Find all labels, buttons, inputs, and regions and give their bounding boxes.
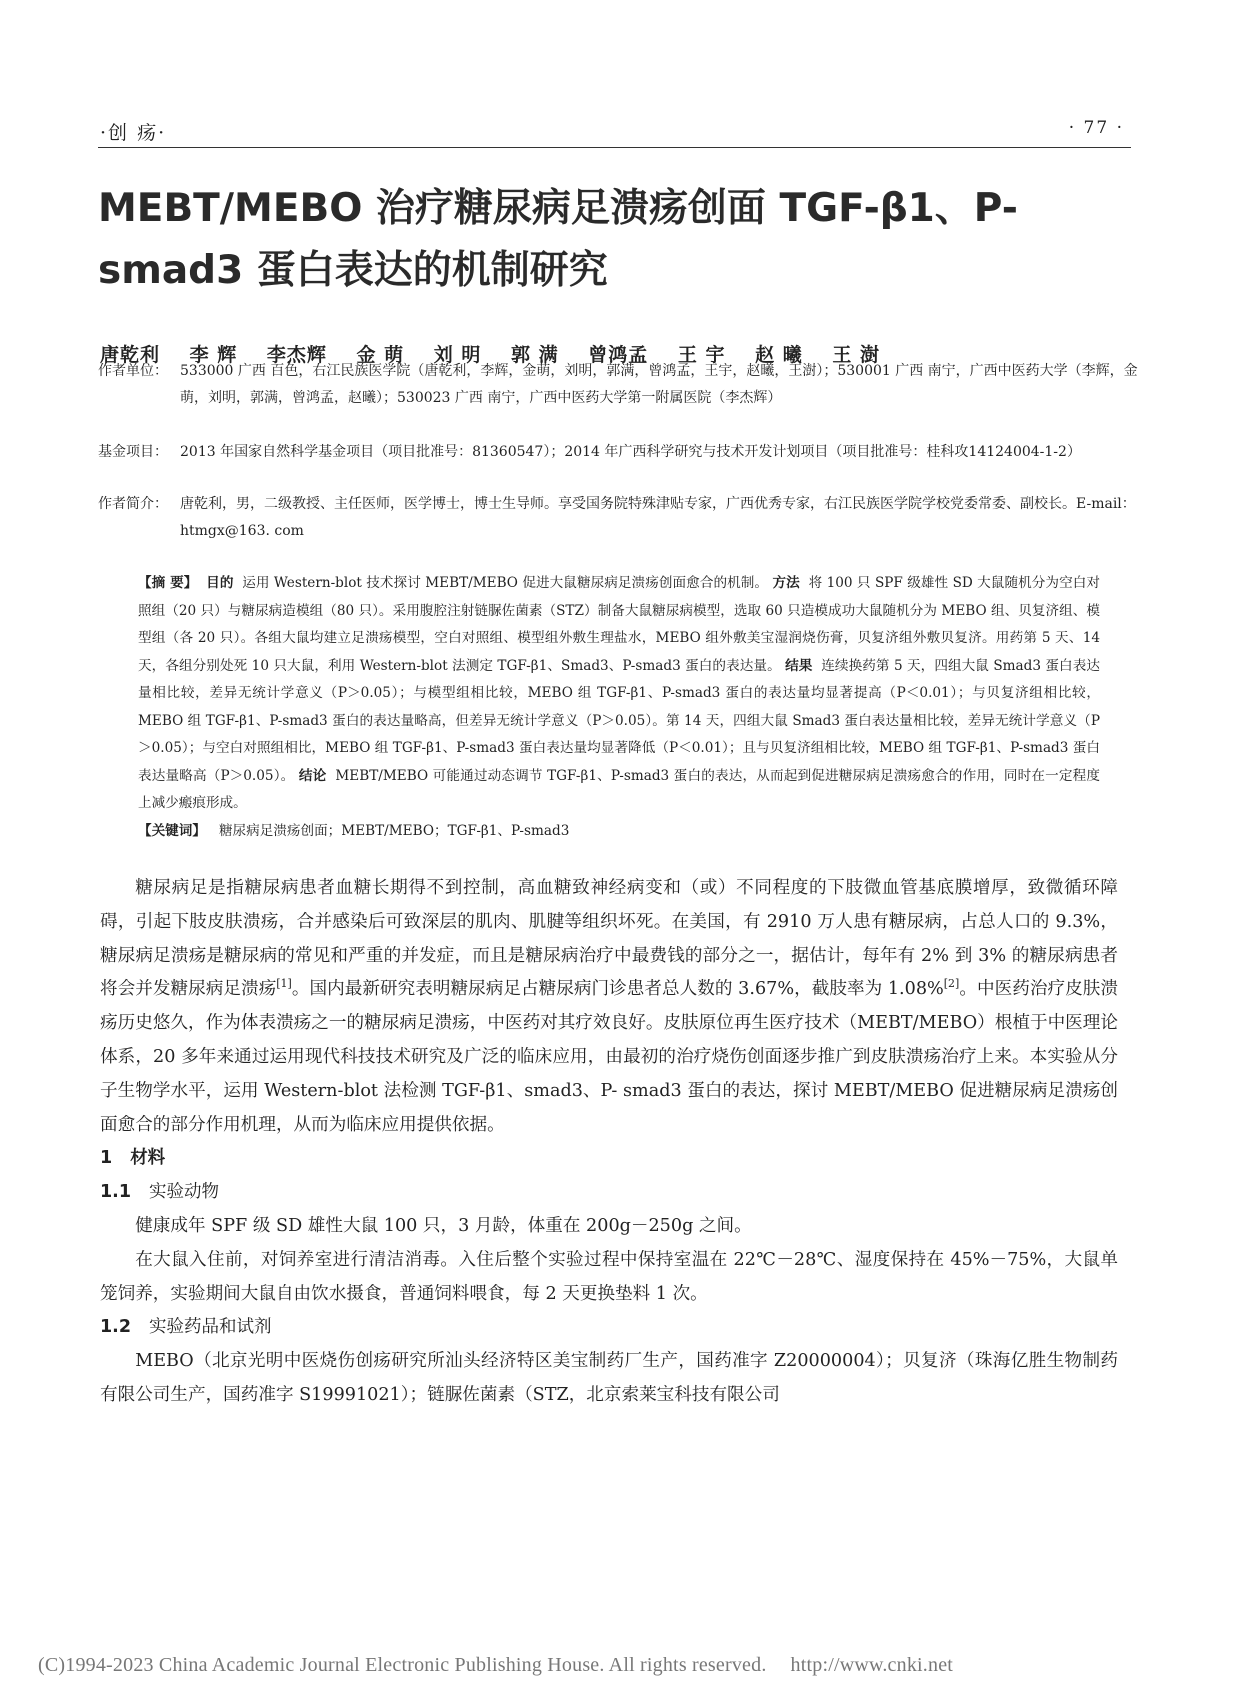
section-heading bbox=[100, 1142, 1118, 1176]
author: 王 宇 bbox=[677, 344, 726, 366]
intro-text-2: 。国内最新研究表明糖尿病足占糖尿病门诊患者总人数的 3.67%，截肢率为 1.08% bbox=[291, 979, 944, 1000]
intro-text-3: 。中医药治疗皮肤溃疡历史悠久，作为体表溃疡之一的糖尿病足溃疡，中医药对其疗效良好。皮肤原位再生医疗技术（MEBT/MEBO）根植于中医理论体系，20 多年来通过运用现代科技技术研究及广泛的临床应用，由最初的治疗烧伤创面逐步推广到皮肤溃疡治疗上来。本实验从分子生物学水平，运用 Western-blot 法检测 TGF-β1、smad3、P- smad3 蛋白的表达，探讨 MEBT/MEBO 促进糖尿病足溃疡创面愈合的部分作用机理，从而为临床应用提供依据。 bbox=[100, 979, 1118, 1135]
affiliation-label: 作者单位： bbox=[98, 363, 168, 379]
abstract-body bbox=[138, 570, 1100, 818]
main-text bbox=[100, 872, 1118, 1413]
bio-label: 作者简介： bbox=[98, 496, 168, 512]
author: 曾鸿孟 bbox=[588, 344, 649, 366]
fund-label: 基金项目： bbox=[98, 444, 168, 460]
keywords-label: 【关键词】 bbox=[138, 822, 206, 839]
bio-text: 唐乾利，男，二级教授、主任医师，医学博士，博士生导师。享受国务院特殊津贴专家，广西优秀专家，右江民族医学院学校党委常委、副校长。E-mail：htmgx@163. com bbox=[180, 496, 1136, 539]
subsection-title: 实验药品和试剂 bbox=[149, 1317, 272, 1338]
author: 刘 明 bbox=[433, 344, 482, 366]
copyright-footer bbox=[38, 1654, 953, 1677]
author: 唐乾利 bbox=[100, 344, 161, 366]
article-title: MEBT/MEBO 治疗糖尿病足溃疡创面 TGF-β1、P-smad3 蛋白表达的机制研究 bbox=[98, 186, 1018, 293]
copyright-text: (C)1994-2023 China Academic Journal Electronic Publishing House. All rights reserved. bbox=[38, 1654, 767, 1676]
affiliation-block bbox=[98, 358, 1138, 412]
author: 李 辉 bbox=[189, 344, 238, 366]
abstract-label: 【摘 要】 bbox=[138, 575, 198, 591]
intro-text-1: 糖尿病足是指糖尿病患者血糖长期得不到控制，高血糖致神经病变和（或）不同程度的下肢微血管基底膜增厚，致微循环障碍，引起下肢皮肤溃疡，合并感染后可致深层的肌肉、肌腱等组织坏死。在美国，有 2910 万人患有糖尿病，占总人口的 9.3%，糖尿病足溃疡是糖尿病的常见和严重的并发症，而且是糖尿病治疗中最费钱的部分之一，据估计，每年有 2% 到 3% 的糖尿病患者将会并发糖尿病足溃疡 bbox=[100, 878, 1118, 1000]
author: 赵 曦 bbox=[755, 344, 803, 366]
subsection-title: 实验动物 bbox=[149, 1182, 220, 1203]
page-number: · 77 · bbox=[1068, 118, 1124, 138]
fund-block bbox=[98, 439, 1138, 466]
author: 王 澍 bbox=[832, 344, 881, 366]
author-bio-block bbox=[98, 491, 1138, 545]
header-rule bbox=[98, 147, 1131, 148]
section-number: 1 bbox=[100, 1148, 113, 1169]
subsection-heading bbox=[100, 1176, 1118, 1210]
intro-paragraph bbox=[100, 872, 1118, 1142]
citation-ref: [1] bbox=[276, 977, 292, 991]
author: 李杰辉 bbox=[266, 344, 327, 366]
results-text: 连续换药第 5 天，四组大鼠 Smad3 蛋白表达量相比较，差异无统计学意义（P＞0.05）；与模型组相比较，MEBO 组 TGF-β1、P-smad3 蛋白的表达量均显著提高（P＜0.01）；与贝复济组相比较，MEBO 组 TGF-β1、P-smad3 蛋白的表达量略高，但差异无统计学意义（P＞0.05）。第 14 天，四组大鼠 Smad3 蛋白表达量相比较，差异无统计学意义（P＞0.05）；与空白对照组相比，MEBO 组 TGF-β1、P-smad3 蛋白表达量均显著降低（P＜0.01）；且与贝复济组相比较，MEBO 组 TGF-β1、P-smad3 蛋白表达量略高（P＞0.05）。 bbox=[138, 657, 1100, 784]
body-paragraph: MEBO（北京光明中医烧伤创疡研究所汕头经济特区美宝制药厂生产，国药准字 Z20000004）；贝复济（珠海亿胜生物制药有限公司生产，国药准字 S19991021）；链脲佐菌素（STZ，北京索莱宝科技有限公司 bbox=[100, 1351, 1118, 1405]
section-title: 材料 bbox=[130, 1148, 166, 1169]
objective-text: 运用 Western-blot 技术探讨 MEBT/MEBO 促进大鼠糖尿病足溃疡创面愈合的机制。 bbox=[242, 575, 769, 591]
subsection-number: 1.1 bbox=[100, 1182, 132, 1203]
keywords bbox=[138, 818, 1100, 846]
author: 郭 满 bbox=[511, 344, 559, 366]
objective-label: 目的 bbox=[206, 575, 234, 591]
body-paragraph: 在大鼠入住前，对饲养室进行清洁消毒。入住后整个实验过程中保持室温在 22℃－28℃、湿度保持在 45%－75%，大鼠单笼饲养，实验期间大鼠自由饮水摄食，普通饲料喂食，每 2 天更换垫料 1 次。 bbox=[100, 1249, 1118, 1304]
abstract bbox=[138, 570, 1100, 845]
running-header-section: ·创 疡· bbox=[100, 122, 167, 144]
methods-text: 将 100 只 SPF 级雄性 SD 大鼠随机分为空白对照组（20 只）与糖尿病造模组（80 只）。采用腹腔注射链脲佐菌素（STZ）制备大鼠糖尿病模型，选取 60 只造模成功大鼠随机分为 MEBO 组、贝复济组、模型组（各 20 只）。各组大鼠均建立足溃疡模型，空白对照组、模型组外敷生理盐水，MEBO 组外敷美宝湿润烧伤膏，贝复济组外敷贝复济。用药第 5 天、14 天，各组分别处死 10 只大鼠，利用 Western-blot 法测定 TGF-β1、Smad3、P-smad3 蛋白的表达量。 bbox=[138, 575, 1100, 674]
conclusion-label: 结论 bbox=[298, 767, 327, 784]
keywords-text: 糖尿病足溃疡创面；MEBT/MEBO；TGF-β1、P-smad3 bbox=[218, 822, 570, 839]
methods-label: 方法 bbox=[772, 575, 800, 591]
footer-url[interactable]: http://www.cnki.net bbox=[790, 1654, 954, 1676]
body-paragraph: 健康成年 SPF 级 SD 雄性大鼠 100 只，3 月龄，体重在 200g－250g 之间。 bbox=[135, 1215, 752, 1236]
citation-ref: [2] bbox=[943, 977, 960, 991]
subsection-number: 1.2 bbox=[100, 1317, 132, 1338]
conclusion-text: MEBT/MEBO 可能通过动态调节 TGF-β1、P-smad3 蛋白的表达，从而起到促进糖尿病足溃疡愈合的作用，同时在一定程度上减少瘢痕形成。 bbox=[138, 767, 1100, 811]
subsection-heading bbox=[100, 1311, 1118, 1345]
affiliation-text: 533000 广西 百色，右江民族医学院（唐乾利，李辉，金萌，刘明，郭满，曾鸿孟，王宇，赵曦，王澍）；530001 广西 南宁，广西中医药大学（李辉，金萌，刘明，郭满，曾鸿孟，赵曦）；530023 广西 南宁，广西中医药大学第一附属医院（李杰辉） bbox=[180, 363, 1138, 406]
fund-text: 2013 年国家自然科学基金项目（项目批准号：81360547）；2014 年广西科学研究与技术开发计划项目（项目批准号：桂科攻14124004-1-2） bbox=[180, 444, 1081, 460]
author: 金 萌 bbox=[356, 344, 405, 366]
results-label: 结果 bbox=[785, 657, 813, 674]
